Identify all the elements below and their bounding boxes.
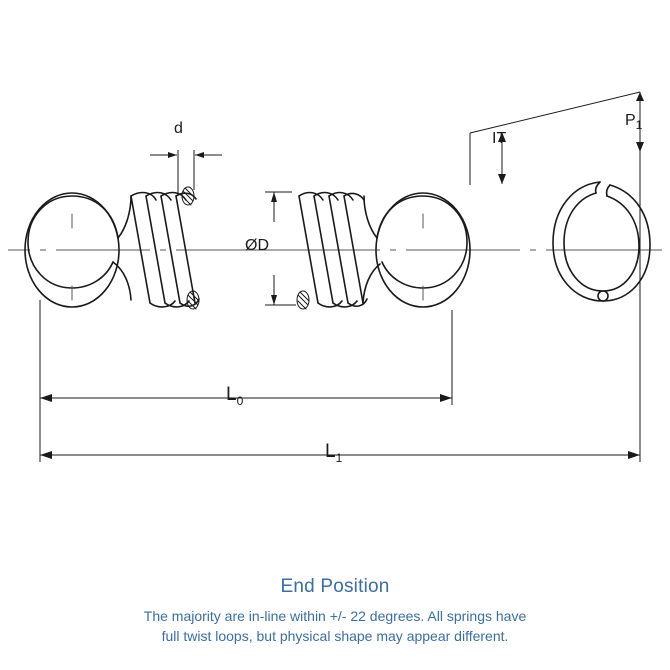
label-outer-diameter: ØD: [245, 237, 269, 254]
free-length-dimension: [40, 300, 452, 405]
label-pitch-main: P: [625, 112, 636, 129]
label-extended-length: [325, 441, 342, 465]
caption-block: [0, 576, 670, 647]
label-extended-length-sub: 1: [335, 450, 343, 465]
caption-heading: End Position: [280, 576, 390, 597]
outer-diameter-dimension: [265, 192, 296, 305]
label-free-length: [226, 384, 243, 408]
label-wire-diameter: d: [174, 120, 183, 137]
label-pitch-one: [625, 112, 642, 132]
left-coil-section: [113, 187, 199, 309]
label-pitch-sub: 1: [635, 118, 643, 133]
caption-body: [0, 606, 670, 647]
right-coil-section: [297, 193, 380, 309]
caption-body-line-1: The majority are in-line within +/- 22 degrees. All springs have: [143, 608, 527, 624]
caption-body-line-2: full twist loops, but physical shape may appear different.: [161, 628, 509, 645]
label-initial-tension: IT: [492, 130, 507, 147]
label-extended-length-main: L: [325, 441, 336, 462]
open-end-loop-detail: [553, 182, 650, 301]
label-free-length-sub: 0: [236, 393, 244, 408]
label-free-length-main: L: [226, 384, 237, 405]
